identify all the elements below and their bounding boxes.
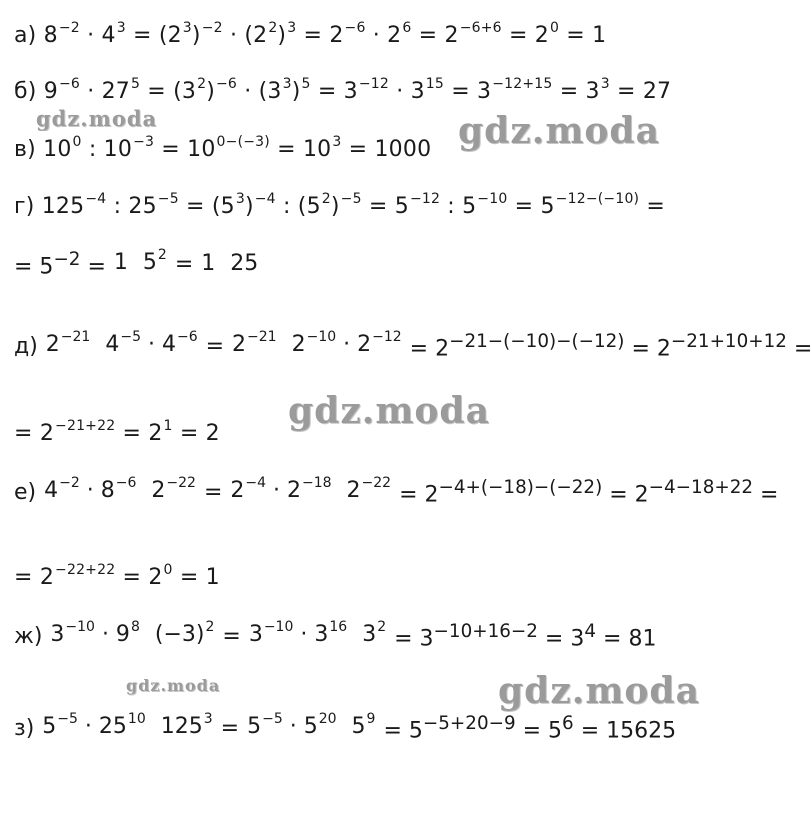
fraction-z-1 [38, 712, 216, 744]
fraction-zh-2 [245, 620, 390, 652]
fraction-numerator: $3^{-10} \cdot 3^{16}$ [248, 619, 348, 647]
fraction-numerator: $2^{-21}$ [45, 329, 91, 357]
fraction-zh-1 [46, 620, 218, 652]
fraction-denominator: $2^{-10} \cdot 2^{-12}$ [291, 329, 402, 357]
item-e-line1 [14, 476, 778, 508]
item-d-label: д) [14, 333, 38, 359]
item-a: а) $8^{-2} \cdot 4^3 = (2^3)^{-2} \cdot (2^2)^3 = 2^{-6} \cdot 2^6 = 2^{-6+6} = 2^0 = 1$ [14, 20, 607, 48]
fraction-e-2 [226, 476, 395, 508]
item-g-line1: г) $125^{-4}$ : $25^{-5} = (5^3)^{-4}$ : $(5^2)^{-5} = 5^{-12}$ : $5^{-10} = 5^{-12-(-10)}$ = [14, 191, 666, 219]
fraction-1-over-25 [197, 249, 262, 279]
fraction-denominator: $(-3)^2$ [154, 619, 215, 647]
fraction-z-2 [243, 712, 379, 744]
watermark: gdz.moda [498, 670, 700, 712]
fraction-d-2 [228, 330, 406, 362]
equals-sign: = [222, 623, 241, 649]
item-z [14, 712, 676, 744]
fraction-denominator: $4^{-5} \cdot 4^{-6}$ [105, 329, 198, 357]
equals-sign: = [205, 333, 225, 359]
fraction-d-1 [42, 330, 202, 362]
fraction-denominator: $125^3$ [160, 711, 213, 739]
fraction-numerator: 1 [201, 251, 216, 276]
fraction-denominator: $5^9$ [351, 711, 376, 739]
fraction-numerator: $5^{-5} \cdot 5^{20}$ [247, 711, 337, 739]
item-d-tail: = $2^{-21-(-10)-(-12)} = 2^{-21+10+12}$ = [409, 330, 812, 362]
fraction-numerator: $3^{-10} \cdot 9^8$ [50, 619, 140, 647]
item-e-label: е) [14, 479, 37, 505]
watermark: gdz.moda [36, 106, 158, 131]
item-e-tail: = $2^{-4+(-18)-(-22)} = 2^{-4-18+22}$ = [399, 476, 779, 508]
equals-sign: = [174, 251, 194, 277]
item-g-lead: = $5^{-2}$ = [14, 248, 106, 280]
item-z-tail: = $5^{-5+20-9} = 5^6 = 15625$ [383, 712, 677, 744]
item-e-line2: = $2^{-22+22} = 2^0 = 1$ [14, 562, 220, 590]
item-d-line1 [14, 330, 812, 362]
fraction-numerator: $5^{-5} \cdot 25^{10}$ [42, 711, 146, 739]
fraction-denominator: $2^{-22}$ [151, 475, 196, 503]
item-d-line2: = $2^{-21+22} = 2^1 = 2$ [14, 418, 220, 446]
item-zh-label: ж) [14, 623, 43, 649]
fraction-denominator: $5^2$ [142, 247, 167, 275]
item-zh-tail: = $3^{-10+16-2} = 3^4 = 81$ [394, 620, 657, 652]
item-zh [14, 620, 656, 652]
fraction-denominator: $2^{-22}$ [346, 475, 392, 503]
fraction-numerator: $2^{-4} \cdot 2^{-18}$ [230, 475, 332, 503]
item-b: б) $9^{-6} \cdot 27^5 = (3^2)^{-6} \cdot (3^3)^5 = 3^{-12} \cdot 3^{15} = 3^{-12+15} = 3^3 = 27$ [14, 76, 672, 104]
fraction-denominator: 25 [230, 251, 259, 276]
watermark: gdz.moda [126, 676, 221, 695]
equals-sign: = [203, 479, 223, 505]
equals-sign: = [220, 715, 240, 741]
watermark: gdz.moda [458, 110, 660, 152]
item-g-line2 [14, 248, 266, 280]
item-z-label: з) [14, 715, 35, 741]
fraction-1-over-5sq [110, 248, 171, 280]
fraction-numerator: $2^{-21}$ [232, 329, 277, 357]
item-v: в) $10^0$ : $10^{-3} = 10^{0-(-3)} = 10^3 = 1000$ [14, 134, 432, 162]
watermark: gdz.moda [288, 390, 490, 432]
fraction-numerator: $4^{-2} \cdot 8^{-6}$ [44, 475, 137, 503]
fraction-e-1 [40, 476, 200, 508]
fraction-numerator: 1 [113, 250, 128, 275]
fraction-denominator: $3^2$ [362, 619, 387, 647]
